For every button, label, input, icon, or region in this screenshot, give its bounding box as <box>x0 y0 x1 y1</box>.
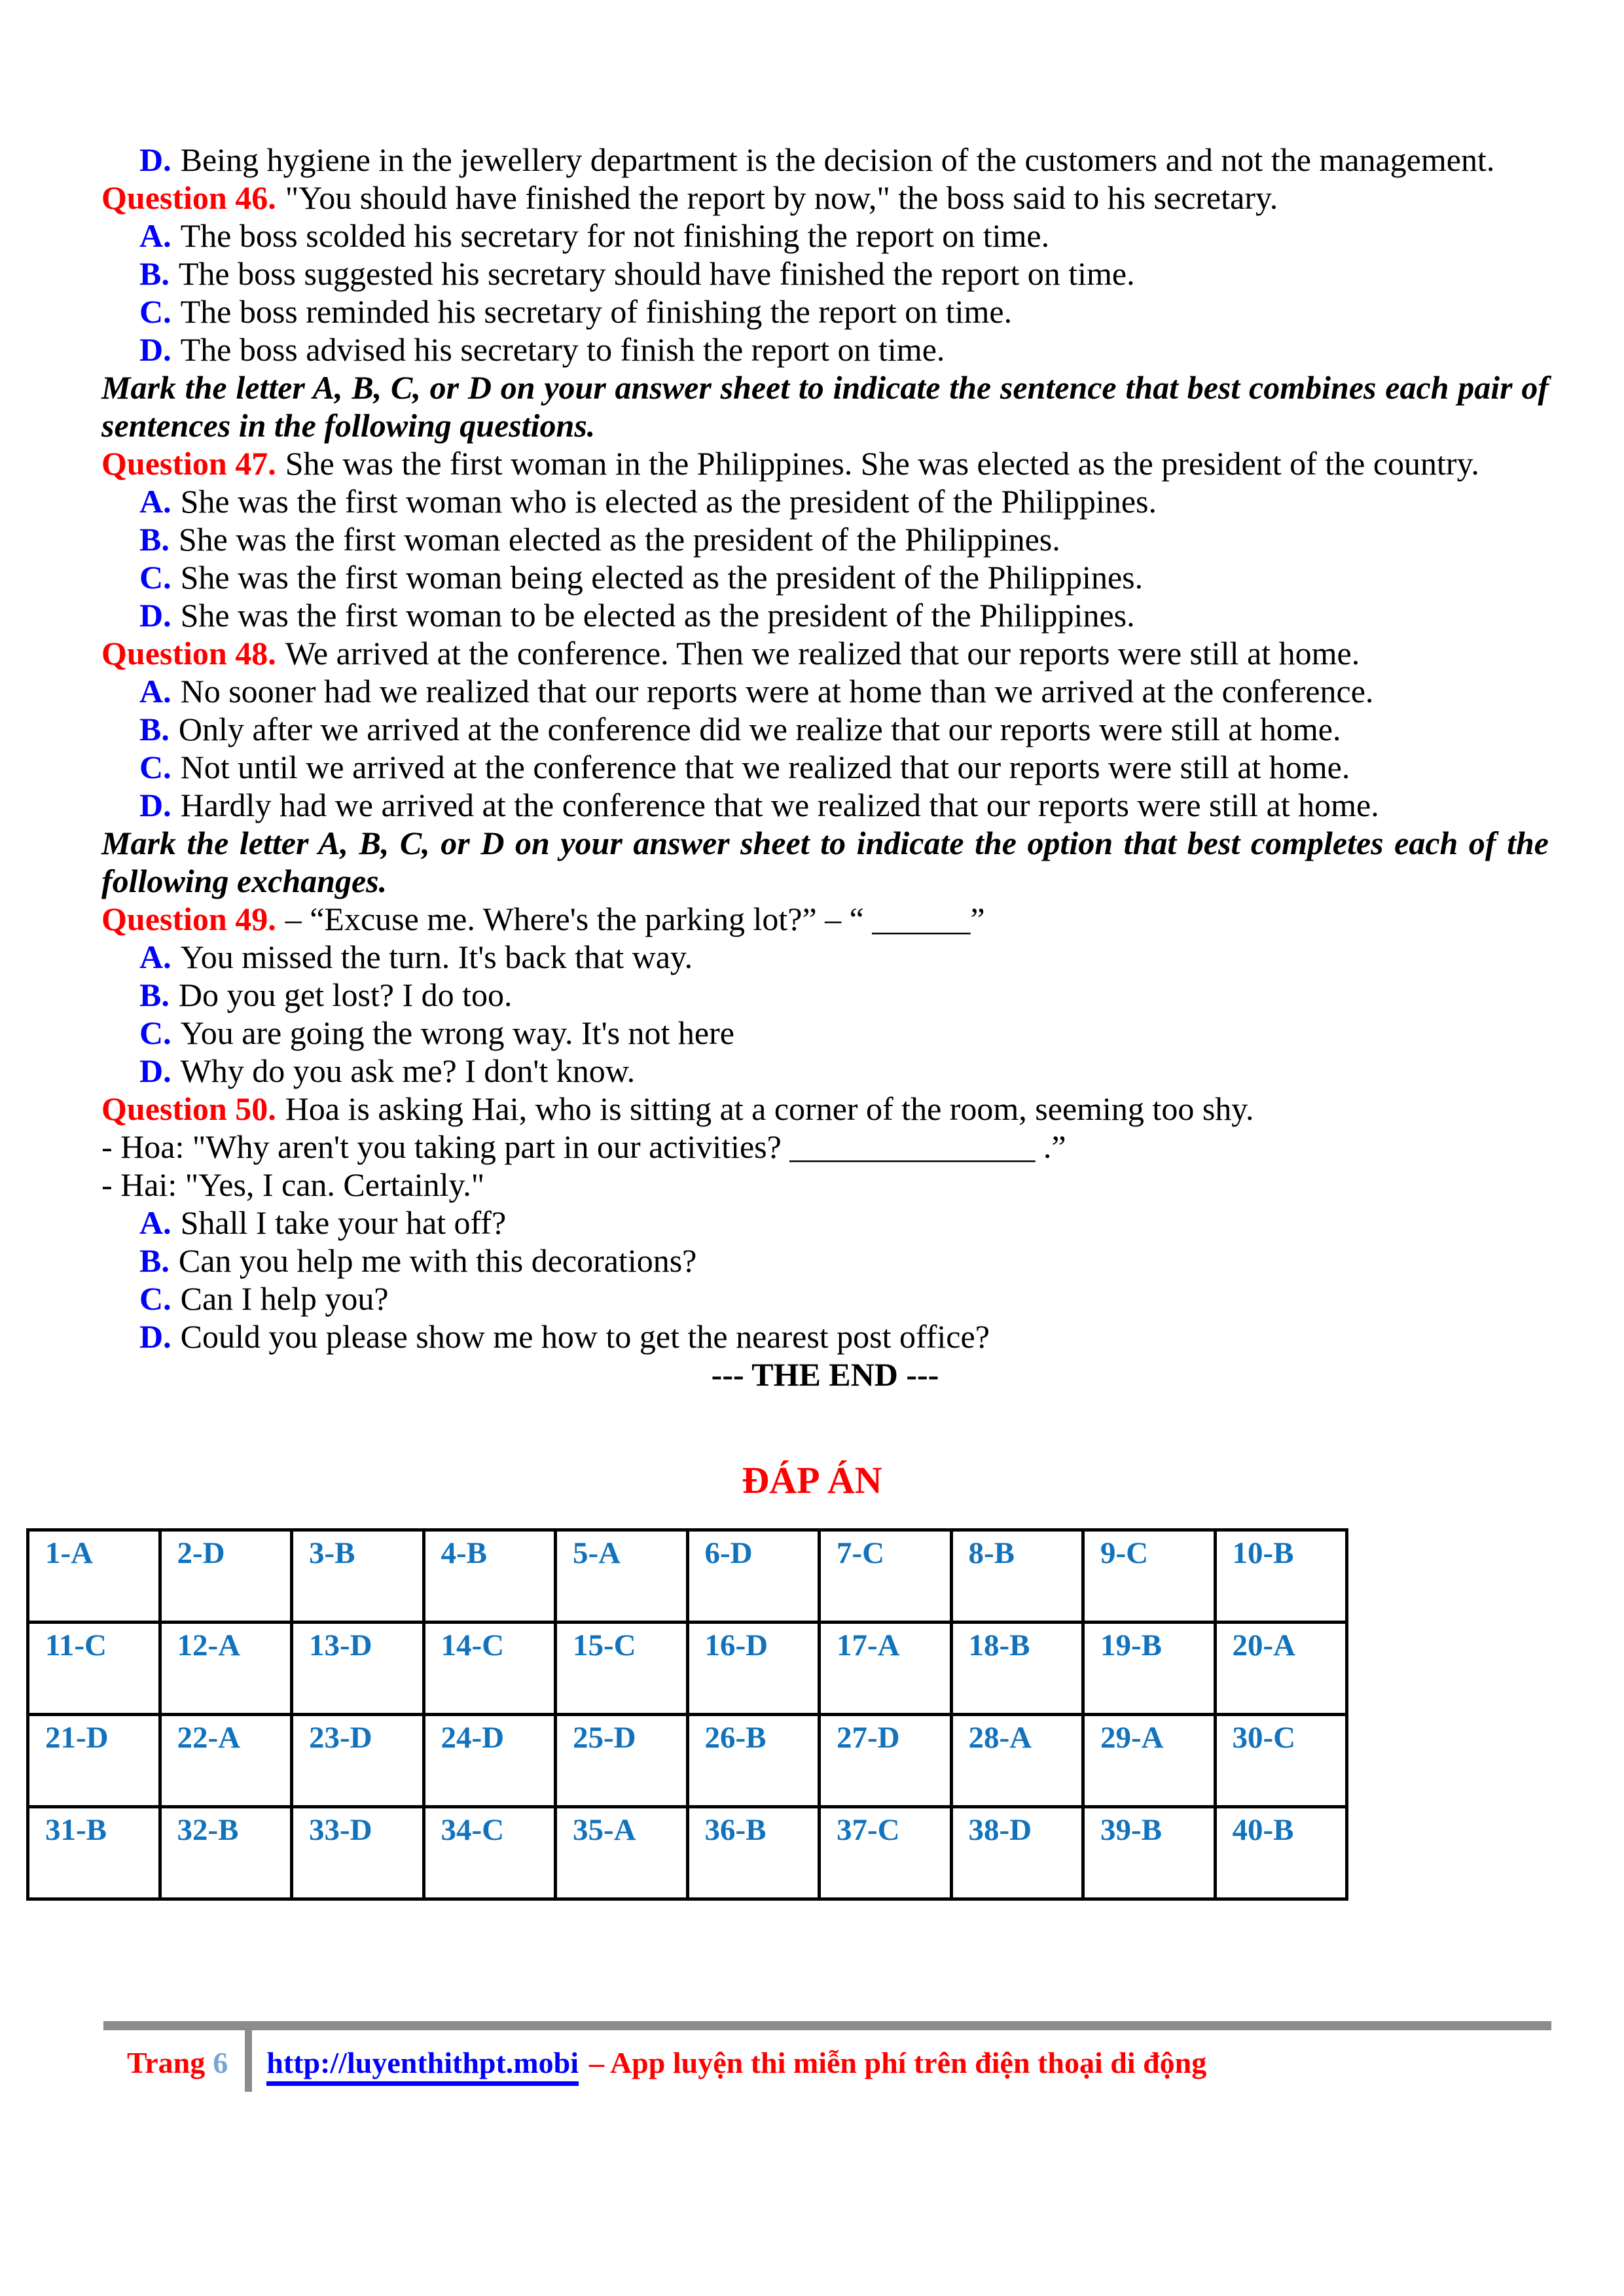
line-text: You missed the turn. It's back that way. <box>180 939 693 975</box>
line-text: She was the first woman to be elected as the president of the Philippines. <box>180 597 1135 634</box>
line-label: A. <box>139 483 171 520</box>
line-text: - Hoa: "Why aren't you taking part in our activities? _______________ .” <box>101 1128 1066 1165</box>
line-text: Being hygiene in the jewellery department is the decision of the customers and not the management. <box>180 141 1495 178</box>
footer-page-number: 6 <box>213 2046 228 2079</box>
footer-link[interactable]: http://luyenthithpt.mobi <box>266 2030 579 2086</box>
answer-cell: 26-B <box>687 1715 820 1807</box>
text-line <box>101 634 1549 672</box>
answer-cell: 11-C <box>28 1623 160 1715</box>
line-text: Can I help you? <box>180 1280 389 1317</box>
answer-cell: 2-D <box>160 1530 292 1623</box>
line-label: B. <box>139 521 170 558</box>
footer-page-word: Trang <box>127 2046 206 2079</box>
line-text: Mark the letter A, B, C, or D on your answer sheet to indicate the option that best completes each of the following exchanges. <box>101 825 1549 899</box>
text-line <box>101 672 1549 710</box>
footer-divider <box>245 2030 252 2092</box>
line-text: --- THE END --- <box>711 1356 939 1393</box>
line-text: "You should have finished the report by now," the boss said to his secretary. <box>285 179 1278 216</box>
line-text: No sooner had we realized that our reports were at home than we arrived at the conference. <box>180 673 1374 709</box>
line-label: A. <box>139 939 171 975</box>
text-line <box>101 976 1549 1014</box>
answer-cell: 38-D <box>951 1807 1083 1899</box>
answer-cell: 10-B <box>1215 1530 1347 1623</box>
answer-key-table <box>26 1528 1348 1901</box>
line-label: Question 50. <box>101 1090 276 1127</box>
answer-cell: 6-D <box>687 1530 820 1623</box>
answer-cell: 8-B <box>951 1530 1083 1623</box>
answer-cell: 21-D <box>28 1715 160 1807</box>
answer-cell: 24-D <box>424 1715 556 1807</box>
line-label: Question 47. <box>101 445 276 482</box>
answer-cell: 5-A <box>556 1530 688 1623</box>
line-label: D. <box>139 597 171 634</box>
line-label: Question 48. <box>101 635 276 672</box>
line-text: We arrived at the conference. Then we realized that our reports were still at home. <box>285 635 1360 672</box>
line-text: Only after we arrived at the conference did we realize that our reports were still at home. <box>178 711 1341 747</box>
text-line <box>101 596 1549 634</box>
answer-cell: 31-B <box>28 1807 160 1899</box>
line-text: Not until we arrived at the conference that we realized that our reports were still at home. <box>180 749 1350 785</box>
line-label: B. <box>139 711 170 747</box>
answer-cell: 33-D <box>292 1807 424 1899</box>
text-line <box>101 1166 1549 1204</box>
line-label: D. <box>139 787 171 823</box>
text-line <box>101 255 1549 293</box>
line-text: – “Excuse me. Where's the parking lot?” – “ ______” <box>285 901 985 937</box>
text-line <box>101 1280 1549 1318</box>
line-text: - Hai: "Yes, I can. Certainly." <box>101 1166 485 1203</box>
answer-cell: 29-A <box>1083 1715 1216 1807</box>
answer-cell: 37-C <box>820 1807 952 1899</box>
line-text: The boss advised his secretary to finish the report on time. <box>180 331 945 368</box>
line-label: B. <box>139 977 170 1013</box>
line-label: D. <box>139 1052 171 1089</box>
line-label: C. <box>139 1014 171 1051</box>
line-label: C. <box>139 559 171 596</box>
line-label: B. <box>139 255 170 292</box>
answer-cell: 13-D <box>292 1623 424 1715</box>
text-line <box>101 1318 1549 1355</box>
line-text: Shall I take your hat off? <box>180 1204 507 1241</box>
line-label: C. <box>139 293 171 330</box>
answer-cell: 3-B <box>292 1530 424 1623</box>
answer-cell: 40-B <box>1215 1807 1347 1899</box>
text-line <box>101 444 1549 482</box>
answer-cell: 28-A <box>951 1715 1083 1807</box>
answer-table-row <box>28 1807 1347 1899</box>
line-text: Can you help me with this decorations? <box>178 1242 697 1279</box>
answer-cell: 22-A <box>160 1715 292 1807</box>
line-label: C. <box>139 749 171 785</box>
answer-cell: 27-D <box>820 1715 952 1807</box>
line-text: The boss reminded his secretary of finishing the report on time. <box>180 293 1013 330</box>
line-text: You are going the wrong way. It's not here <box>180 1014 734 1051</box>
answer-cell: 12-A <box>160 1623 292 1715</box>
text-line <box>101 368 1549 444</box>
line-label: D. <box>139 1318 171 1355</box>
answer-cell: 16-D <box>687 1623 820 1715</box>
text-line <box>101 558 1549 596</box>
footer-row <box>103 2030 1551 2092</box>
answer-cell: 25-D <box>556 1715 688 1807</box>
text-line <box>101 824 1549 900</box>
answer-cell: 7-C <box>820 1530 952 1623</box>
footer-app-text: – App luyện thi miễn phí trên điện thoại di động <box>589 2046 1207 2079</box>
text-line <box>101 293 1549 331</box>
text-line <box>101 520 1549 558</box>
line-text: Could you please show me how to get the nearest post office? <box>180 1318 990 1355</box>
line-text: She was the first woman who is elected as the president of the Philippines. <box>180 483 1157 520</box>
text-line <box>101 938 1549 976</box>
text-line <box>101 748 1549 786</box>
answer-cell: 20-A <box>1215 1623 1347 1715</box>
line-text: Hardly had we arrived at the conference that we realized that our reports were still at home. <box>180 787 1379 823</box>
line-text: Mark the letter A, B, C, or D on your answer sheet to indicate the sentence that best combines each pair of sentences in the following questions. <box>101 369 1549 444</box>
line-text: The boss scolded his secretary for not finishing the report on time. <box>180 217 1050 254</box>
footer-page-label <box>127 2030 228 2081</box>
answer-cell: 36-B <box>687 1807 820 1899</box>
line-label: C. <box>139 1280 171 1317</box>
line-label: A. <box>139 1204 171 1241</box>
text-line <box>101 141 1549 179</box>
answer-cell: 17-A <box>820 1623 952 1715</box>
text-line <box>101 1128 1549 1166</box>
footer-rule <box>103 2021 1551 2030</box>
answer-cell: 34-C <box>424 1807 556 1899</box>
text-line <box>101 1014 1549 1052</box>
line-text: She was the first woman elected as the president of the Philippines. <box>178 521 1060 558</box>
text-line <box>101 331 1549 368</box>
text-line <box>101 900 1549 938</box>
text-line <box>101 217 1549 255</box>
text-line <box>101 1204 1549 1242</box>
line-label: B. <box>139 1242 170 1279</box>
answer-table-row <box>28 1623 1347 1715</box>
text-line <box>101 1052 1549 1090</box>
text-line <box>101 482 1549 520</box>
line-text: Do you get lost? I do too. <box>178 977 513 1013</box>
line-label: Question 46. <box>101 179 276 216</box>
answer-cell: 18-B <box>951 1623 1083 1715</box>
text-line <box>101 179 1549 217</box>
answer-cell: 35-A <box>556 1807 688 1899</box>
answer-cell: 9-C <box>1083 1530 1216 1623</box>
answer-cell: 19-B <box>1083 1623 1216 1715</box>
line-text: Hoa is asking Hai, who is sitting at a corner of the room, seeming too shy. <box>285 1090 1254 1127</box>
line-text: Why do you ask me? I don't know. <box>180 1052 636 1089</box>
text-line <box>101 786 1549 824</box>
text-line <box>101 1355 1549 1393</box>
line-text: The boss suggested his secretary should have finished the report on time. <box>178 255 1135 292</box>
text-line <box>101 1242 1549 1280</box>
text-line <box>101 1090 1549 1128</box>
answer-cell: 15-C <box>556 1623 688 1715</box>
line-label: Question 49. <box>101 901 276 937</box>
text-line <box>101 710 1549 748</box>
line-label: A. <box>139 673 171 709</box>
answer-table-row <box>28 1715 1347 1807</box>
line-label: A. <box>139 217 171 254</box>
answer-cell: 30-C <box>1215 1715 1347 1807</box>
answer-cell: 32-B <box>160 1807 292 1899</box>
answer-cell: 1-A <box>28 1530 160 1623</box>
answer-table-row <box>28 1530 1347 1623</box>
answer-cell: 14-C <box>424 1623 556 1715</box>
answer-cell: 39-B <box>1083 1807 1216 1899</box>
line-label: D. <box>139 331 171 368</box>
answer-cell: 4-B <box>424 1530 556 1623</box>
line-text: She was the first woman in the Philippines. She was elected as the president of the country. <box>285 445 1479 482</box>
answer-key-title: ĐÁP ÁN <box>742 1459 882 1501</box>
line-label: D. <box>139 141 171 178</box>
page-footer <box>103 2021 1551 2092</box>
answer-cell: 23-D <box>292 1715 424 1807</box>
line-text: She was the first woman being elected as the president of the Philippines. <box>180 559 1144 596</box>
